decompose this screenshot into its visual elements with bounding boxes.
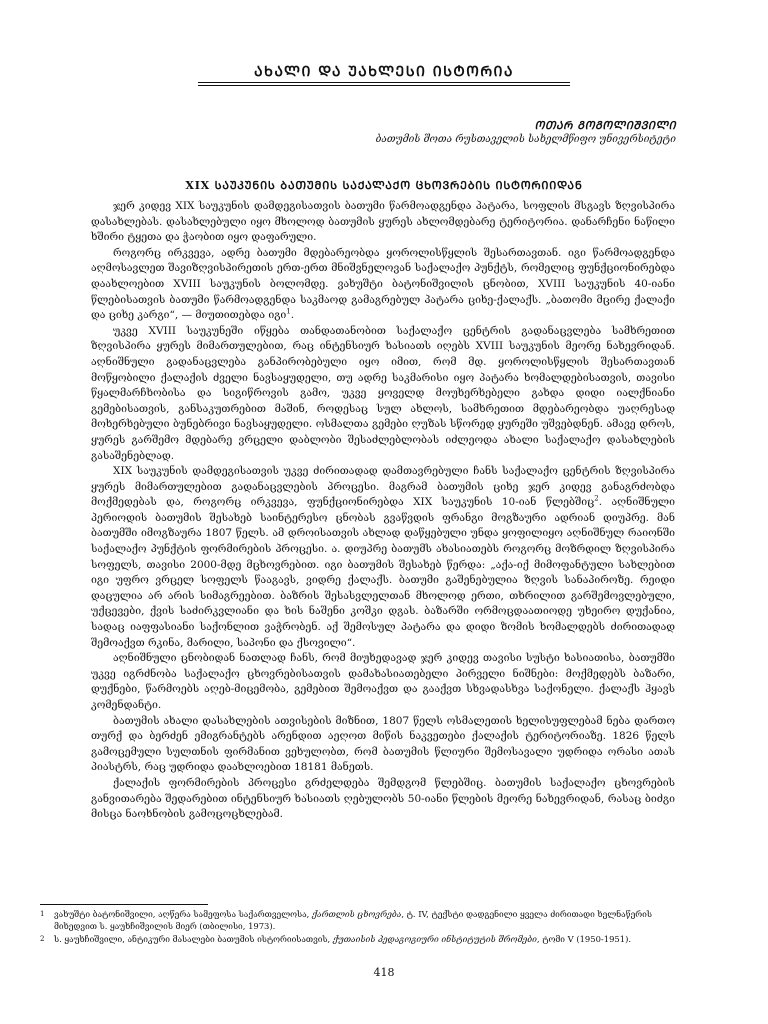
paragraph: როგორც ირკვევა, ადრე ბათუმი მდებარეობდა ყოროლისწყლის შესართავთან. იგი წარმოადგენდა აღმოსავლეთ შავიზღვისპირეთის ერთ-ერთ მნიშვნელოვან საქალაქო პუნქტს, რომელიც ფუნქციონირებდა დაახლოებით XVIII საუკუნის ბოლომდე. ვახუშტი ბატონიშვილის ცნობით, XVIII საუკუნის 40-იანი წლებისათვის ბათუმი წარმოადგენდა საკმაოდ გამაგრებულ პატარა ციხე-ქალაქს. „ბათომი მცირე ქალაქი და ციხე კარგი“, — მიუთითებდა იგი$^1$. <box>91 246 675 322</box>
paragraph: ჯერ კიდევ XIX საუკუნის დამდეგისათვის ბათუმი წარმოადგენდა პატარა, სოფლის მსგავს ზღვისპირა დასახლებას. დასახლებული იყო მხოლოდ ბათუმის ყურეს ახლომდებარე ტერიტორია. დანარჩენი ნაწილი ხშირი ტყეთა და ჭაობით იყო დაფარული. <box>91 200 675 244</box>
paragraph: აღნიშნული ცნობიდან ნათლად ჩანს, რომ მიუხედავად ჯერ კიდევ თავისი სუსტი ხასიათისა, ბათუმში უკვე იგრძნობა საქალაქო ცხოვრებისათვის დამახასიათებელი პირველი ნიშნები: მოქმედებს ბაზარი, დუქნები, წარმოებს აღებ-მიცემობა, გემებით შემოაქვთ და გააქვთ სხვადასხვა საქონელი. ქალაქს ჰყავს კომენდანტი. <box>91 652 675 711</box>
footnote-number: 1 <box>40 910 45 918</box>
paragraph: უკვე XVIII საუკუნეში იწყება თანდათანობით საქალაქო ცენტრის გადანაცვლება სამხრეთით ზღვისპირა ყურეს მიმართულებით, რაც ინტენსიურ ხასიათს იღებს XVIII საუკუნის მეორე ნახევრიდან. აღნიშნული გადანაცვლება განპირობებული იყო იმით, რომ მდ. ყოროლისწყლის შესართავთან მოწყობილი ქალაქის ძველი ნავსაყუდელი, თუ ადრე საკმარისი იყო პატარა ხომალდებისათვის, თავისი წყალმარჩხობისა და სიგიწროვის გამო, უკვე ყოველდ მოუხერხებელი გახდა დიდი იალქნიანი გემებისათვის, განსაკუთრებით მაშინ, როდესაც სულ ახლოს, სამხრეთით მდებარეობდა უაღრესად მოხერხებული ბუნებრივი ნავსაყუდელი. ოსმალთა გემები ღუზას სწორედ ყურეში უშვებდნენ. ამავე დროს, ყურეს გარშემო მდებარე ვრცელი დაბლობი შესაძლებლობას იძლეოდა ახალი საქალაქო დასახლების გასაშენებლად. <box>91 324 675 462</box>
footnote: 1 ვახუშტი ბატონიშვილი, აღწერა სამეფოსა საქართველოსა, ქართლის ცხოვრება, ტ. IV, ტექსტი დადგენილი ყველა ძირითადი ხელნაწერის მიხედვით ს. ყაუხჩიშვილის მიერ (თბილისი, 1973). <box>40 909 652 932</box>
paragraph: XIX საუკუნის დამდეგისათვის უკვე ძირითადად დამთავრებული ჩანს საქალაქო ცენტრის ზღვისპირა ყურეს მიმართულებით გადანაცვლების პროცესი. მაგრამ ბათუმის ციხე ჯერ კიდევ განაგრძობდა მოქმედებას და, როგორც ირკვევა, ფუნქციონირებდა XIX საუკუნის 10-იან წლებშიც$^2$. აღნიშნული პერიოდის ბათუმის შესახებ საინტერესო ცნობას გვაწვდის ფრანგი მოგზაური ადრიან დიუპრე. მან ბათუმში იმოგზაურა 1807 წელს. ამ დროისათვის ახლად დაწყებული უნდა ყოფილიყო აღნიშნულ რაიონში საქალაქო პუნქტის ფორმირების პროცესი. ა. დიუპრე ბათუმს ახასიათებს როგორც მოზრდილ ზღვისპირა სოფელს, თავისი 2000-მდე მცხოვრებით. იგი ბათუმის შესახებ წერდა: „აქა-იქ მიმოფანტული სახლებით იგი უფრო ვრცელ სოფელს წააგავს, ვიდრე ქალაქს. ბათუმი გაშენებულია ზღვის სანაპიროზე. რეიდი დაცულია არ არის სიმაგრეებით. ბაზრის შესასვლელთან მხოლოდ ერთი, თხრილით გარშემოვლებული, უქცევები, ქვის საძირკვლიანი და ხის ნაშენი კოშკი დგას. ბაზარში ორმოცდაათიოდე უხეირო დუქანია, სადაც იაფფასიანი საქონლით ვაჭრობენ. აქ შემოსულ პატარა და დიდი ზომის ხომალდებს ძირითადად შემოაქვთ რკინა, მარილი, საპონი და ქსოვილი“. <box>91 465 675 649</box>
paragraph: ქალაქის ფორმირების პროცესი გრძელდება შემდგომ წლებშიც. ბათუმის საქალაქო ცხოვრების განვითარება შედარებით ინტენსიურ ხასიათს ღებულობს 50-იანი წლების მეორე ნახევრიდან, რასაც ბიძგი მისცა ნაოხნობის გამოცოცხლებამ. <box>91 776 675 821</box>
footnotes <box>40 908 690 947</box>
article-body <box>91 199 675 823</box>
header-rule-lower <box>198 85 570 86</box>
footnote-ref[interactable]: 2 <box>594 494 599 503</box>
footnote-ref[interactable]: 1 <box>286 307 291 316</box>
author-name: ᲝᲗᲐᲠ ᲒᲝᲒᲝᲚᲘᲨᲕᲘᲚᲘ <box>534 119 676 132</box>
footnote: 2 ს. ყაუხჩიშვილი, ანტიკური მასალები ბათუმის ისტორიისათვის, ქუთაისის პედაგოგიური ინსტიტუტის შრომები, ტომი V (1950-1951). <box>40 934 631 945</box>
author-affiliation: ბათუმის შოთა რუსთაველის სახელმწიფო უნივერსიტეტი <box>375 134 676 145</box>
journal-section-title: ᲐᲮᲐᲚᲘ ᲓᲐ ᲣᲐᲮᲚᲔᲡᲘ ᲘᲡᲢᲝᲠᲘᲐ <box>254 64 514 80</box>
header-rule-upper <box>198 82 570 83</box>
paragraph: ბათუმის ახალი დასახლების ათვისების მიზნით, 1807 წელს ოსმალეთის ხელისუფლებამ ნება დართო თურქ და ბერძენ ემიგრანტებს არენდით აეღოთ მიწის ნაკვეთები ქალაქის ტერიტორიაზე. 1826 წელს გამოცემული სულთნის ფირმანით ვეხულობთ, რომ ბათუმის წლიური შემოსავალი უდრიდა ორასი ათას პიასტრს, რაც უდრიდა დაახლოებით 18181 მანეთს. <box>91 714 675 774</box>
footnote-number: 2 <box>40 935 45 944</box>
footnote-separator <box>40 904 208 905</box>
page-number: 418 <box>373 966 395 979</box>
article-title: XIX ᲡᲐᲣᲙᲣᲜᲘᲡ ᲑᲐᲗᲣᲛᲘᲡ ᲡᲐᲥᲐᲚᲐᲥᲝ ᲪᲮᲝᲕᲠᲔᲑᲘᲡ ᲘᲡᲢᲝᲠᲘᲘᲓᲐᲜ <box>185 179 583 192</box>
